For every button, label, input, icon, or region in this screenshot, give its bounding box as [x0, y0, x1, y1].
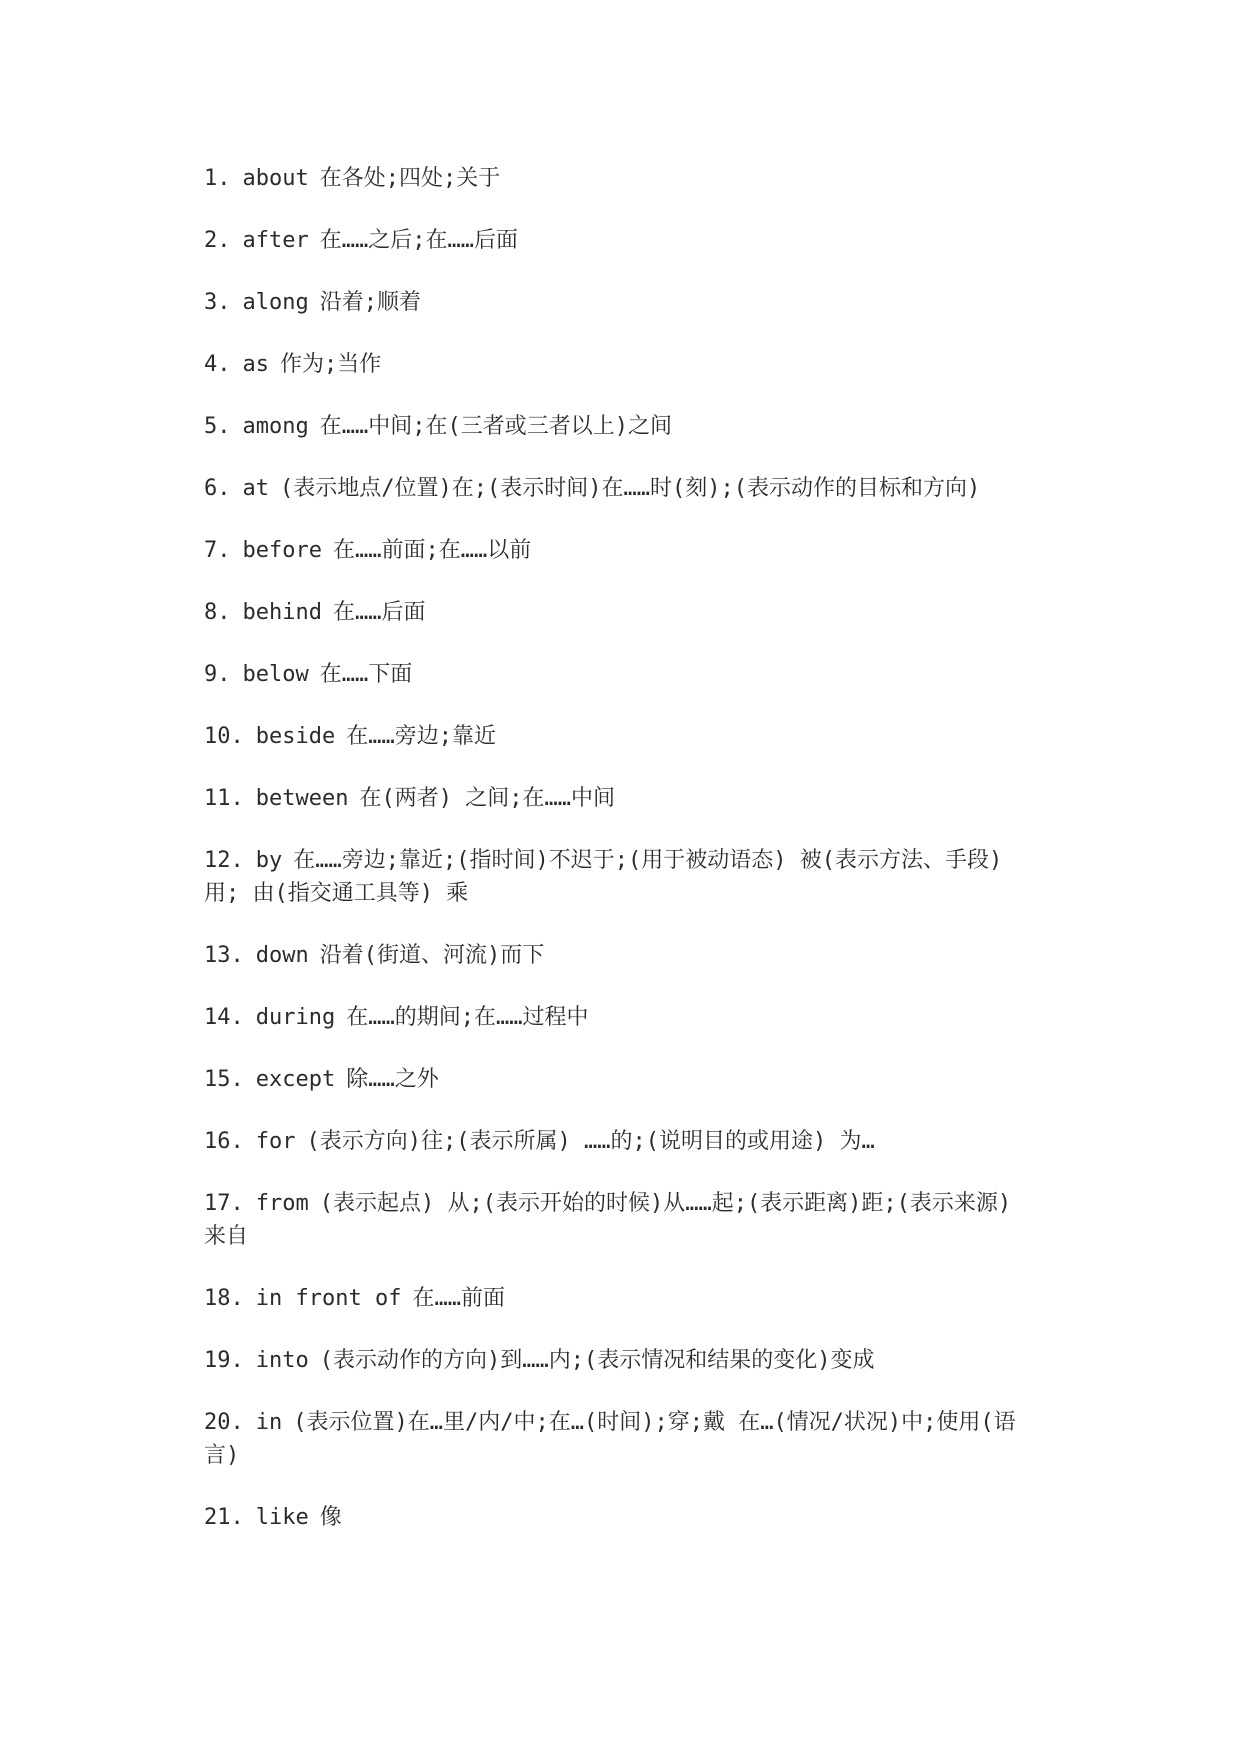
item-number: 8.	[204, 600, 231, 625]
list-item	[204, 1125, 1044, 1158]
item-word: between	[255, 786, 349, 811]
item-number: 10.	[204, 724, 244, 749]
item-meaning: 在……旁边;靠近;(指时间)不迟于;(用于被动语态) 被(表示方法、手段) 用; 由(指交通工具等) 乘	[204, 848, 1003, 906]
item-number: 3.	[204, 290, 231, 315]
item-meaning: 在……旁边;靠近	[346, 724, 496, 749]
item-meaning: 在……前面	[412, 1286, 505, 1311]
item-number: 1.	[204, 166, 231, 191]
list-item	[204, 1501, 1044, 1534]
item-number: 2.	[204, 228, 231, 253]
item-word: by	[255, 848, 283, 873]
item-meaning: 像	[319, 1505, 342, 1530]
item-meaning: 在……下面	[319, 662, 413, 687]
item-word: in front of	[255, 1286, 402, 1311]
item-word: into	[255, 1348, 309, 1373]
list-item	[204, 1001, 1044, 1034]
item-meaning: (表示起点) 从;(表示开始的时候)从……起;(表示距离)距;(表示来源) 来自	[204, 1191, 1012, 1249]
list-item	[204, 939, 1044, 972]
item-number: 11.	[204, 786, 244, 811]
list-item	[204, 1282, 1044, 1315]
item-number: 4.	[204, 352, 231, 377]
item-word: like	[255, 1505, 309, 1530]
item-meaning: 沿着(街道、河流)而下	[319, 943, 545, 968]
item-number: 17.	[204, 1191, 244, 1216]
item-word: after	[242, 228, 309, 253]
item-meaning: 在……中间;在(三者或三者以上)之间	[319, 414, 672, 439]
item-number: 13.	[204, 943, 244, 968]
item-number: 20.	[204, 1410, 244, 1435]
item-meaning: 在各处;四处;关于	[319, 166, 501, 191]
list-item	[204, 286, 1044, 319]
item-number: 14.	[204, 1005, 244, 1030]
item-word: except	[255, 1067, 336, 1092]
list-item	[204, 410, 1044, 443]
item-word: beside	[255, 724, 336, 749]
item-word: below	[242, 662, 309, 687]
item-meaning: (表示地点/位置)在;(表示时间)在……时(刻);(表示动作的目标和方向)	[280, 476, 981, 501]
list-item	[204, 782, 1044, 815]
item-meaning: (表示位置)在…里/内/中;在…(时间);穿;戴 在…(情况/状况)中;使用(语言)	[204, 1410, 1016, 1468]
list-item	[204, 658, 1044, 691]
item-meaning: 在……后面	[332, 600, 426, 625]
item-number: 9.	[204, 662, 231, 687]
item-number: 7.	[204, 538, 231, 563]
item-meaning: 沿着;顺着	[319, 290, 421, 315]
item-number: 16.	[204, 1129, 244, 1154]
list-item	[204, 1344, 1044, 1377]
item-number: 5.	[204, 414, 231, 439]
list-item	[204, 596, 1044, 629]
list-item	[204, 348, 1044, 381]
item-meaning: 在……之后;在……后面	[319, 228, 518, 253]
list-item	[204, 844, 1044, 910]
item-word: as	[242, 352, 269, 377]
item-word: from	[255, 1191, 309, 1216]
item-word: in	[255, 1410, 283, 1435]
item-meaning: 除……之外	[346, 1067, 439, 1092]
item-number: 21.	[204, 1505, 244, 1530]
item-number: 6.	[204, 476, 231, 501]
item-meaning: 在……的期间;在……过程中	[346, 1005, 589, 1030]
item-meaning: 在(两者) 之间;在……中间	[359, 786, 615, 811]
item-word: behind	[242, 600, 322, 625]
list-item	[204, 162, 1044, 195]
item-meaning: 作为;当作	[280, 352, 382, 377]
item-number: 12.	[204, 848, 244, 873]
item-number: 19.	[204, 1348, 244, 1373]
item-number: 15.	[204, 1067, 244, 1092]
item-number: 18.	[204, 1286, 244, 1311]
item-word: for	[255, 1129, 296, 1154]
item-word: about	[242, 166, 309, 191]
item-word: along	[242, 290, 309, 315]
list-item	[204, 720, 1044, 753]
list-item	[204, 1063, 1044, 1096]
list-item	[204, 1187, 1044, 1253]
item-word: before	[242, 538, 322, 563]
preposition-list	[204, 162, 1044, 1563]
item-meaning: 在……前面;在……以前	[332, 538, 532, 563]
list-item	[204, 1406, 1044, 1472]
item-word: during	[255, 1005, 336, 1030]
item-word: at	[242, 476, 269, 501]
item-word: among	[242, 414, 309, 439]
list-item	[204, 534, 1044, 567]
item-word: down	[255, 943, 309, 968]
item-meaning: (表示方向)往;(表示所属) ……的;(说明目的或用途) 为…	[306, 1129, 875, 1154]
item-meaning: (表示动作的方向)到……内;(表示情况和结果的变化)变成	[319, 1348, 875, 1373]
list-item	[204, 472, 1044, 505]
list-item	[204, 224, 1044, 257]
